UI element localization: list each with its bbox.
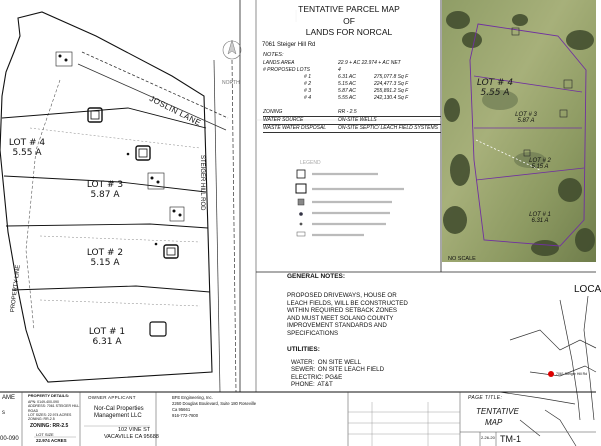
vicinity-map [500, 296, 596, 446]
zoning-value: RR - 2.5 [338, 109, 357, 115]
title-line-1: TENTATIVE PARCEL MAP [298, 4, 400, 14]
owner-name-1: Nor-Cal Properties [94, 406, 144, 412]
footer-left-fragment-bot: 00-090 [0, 436, 19, 442]
lot-size-label: LOT SIZE [36, 432, 54, 437]
owner-label: OWNER APPLICANT [88, 395, 136, 400]
utility-row: WATER: ON SITE WELL [291, 358, 362, 366]
utilities-heading: UTILITIES: [287, 345, 320, 353]
notes-label: NOTES: [263, 52, 284, 58]
aerial-lot-3: LOT # 3 5.87 A [515, 112, 537, 124]
lot-4-label [2, 138, 52, 158]
zoning-label: ZONING [263, 109, 283, 115]
property-details-label: PROPERTY DETAILS: [28, 393, 70, 398]
no-scale-label: NO SCALE [448, 256, 476, 262]
water-source-label: WATER SOURCE [263, 117, 304, 123]
page-title-label: PAGE TITLE: [468, 395, 503, 401]
lot-4-name: LOT # 4 [8, 138, 46, 148]
lot-1-label [82, 327, 132, 347]
waste-label: WASTE WATER DISPOSAL [263, 125, 327, 131]
footer-left-fragment-top: AME [2, 395, 16, 401]
utility-row: PHONE: AT&T [291, 381, 333, 389]
lot-size-value: 22.974 ACRES [36, 438, 67, 443]
utility-row: SEWER: ON SITE LEACH FIELD [291, 366, 385, 374]
owner-address-2: VACAVILLE CA 95688 [104, 434, 159, 440]
lot-2-label [80, 248, 130, 268]
lot-3-area: 5.87 A [90, 190, 120, 200]
legend-label: LEGEND [300, 160, 321, 166]
road-label-steiger: STEIGER HILL ROD [199, 155, 205, 211]
lot-3-label [80, 180, 130, 200]
map-north-label: NORTH [222, 80, 240, 86]
lot-row: # 2 5.15 AC 224,477.3 Sq F [304, 81, 409, 87]
footer-left-fragment-mid: s [2, 410, 5, 416]
address-text: 7061 Steiger Hill Rd [262, 42, 316, 48]
page-title-line-1: TENTATIVE [476, 407, 519, 416]
engineer-info: BFE Engineering, Inc. 2260 Douglas Boulevard, Suite 180 Roseville Ca 95661 916-772-7800 [172, 395, 257, 418]
lot-2-name: LOT # 2 [86, 248, 124, 258]
lot-1-name: LOT # 1 [88, 327, 126, 337]
lot-row: # 4 5.55 AC 242,130.4 Sq F [304, 95, 409, 101]
lot-row: # 1 6.31 AC 275,077.8 Sq F [304, 74, 409, 80]
vicinity-title: LOCA [574, 284, 601, 295]
property-details: PROPERTY DETAILS: APN: 0149-400-090 ADDRESS: 7061 STEIGER HILL ROAD LOT SIZES: 22.974 ACRES ZONING: RR-2.5 [28, 393, 80, 422]
lot-3-name: LOT # 3 [86, 180, 124, 190]
property-line-label: PROPERTY LINE [10, 264, 22, 313]
notes-table [263, 60, 441, 133]
lands-area-label: LANDS AREA [263, 60, 295, 66]
utility-row: ELECTRIC: PG&E [291, 373, 343, 381]
road-label-joslin: JOSLIN LANE [147, 94, 203, 128]
location-marker-icon [548, 371, 554, 377]
lands-area-value: 22.9 + AC 22.974 + AC NET [338, 60, 401, 66]
zoning-line: ZONING: RR-2.5 [30, 423, 69, 429]
waste-value: ON-SITE SEPTIC/ LEACH FIELD SYSTEMS [338, 125, 439, 131]
vicinity-marker-label: 7061 Steiger Hill Rd [556, 372, 588, 376]
aerial-lot-2: LOT # 2 5.15 A [529, 158, 551, 170]
date-value: 2-26-20 [481, 435, 495, 440]
title-line-3: LANDS FOR NORCAL [305, 27, 393, 37]
lot-4-area: 5.55 A [12, 148, 42, 158]
general-notes-heading: GENERAL NOTES: [287, 273, 346, 280]
lot-2-area: 5.15 A [90, 258, 120, 268]
sheet-number: TM-1 [500, 434, 521, 444]
lot-row: # 3 5.87 AC 255,891.2 Sq F [304, 88, 409, 94]
lot-1-area: 6.31 A [92, 337, 122, 347]
aerial-lot-4: LOT # 4 5.55 A [476, 78, 514, 98]
owner-address-1: 102 VINE ST [118, 427, 151, 433]
owner-name-2: Management LLC [94, 413, 142, 419]
page-title-line-2: MAP [485, 418, 503, 427]
aerial-lot-1: LOT # 1 6.31 A [529, 212, 551, 224]
title-line-2: OF [343, 16, 355, 26]
general-notes: GENERAL NOTES: PROPOSED DRIVEWAYS, HOUSE OR LEACH FIELDS, WILL BE CONSTRUCTED WITHIN REQUIRED SETBACK ZONES AND MUST MEET SOLANO COUNTY IMPROVEMENT STANDARDS AND SPECIFICATIONS UTILITIES: WATER: ON SITE WELL SEWER: ON SITE LEACH FIELD ELECTRIC: PG&E PHONE: AT&T [287, 273, 447, 389]
proposed-lots-value: 4 [338, 67, 341, 73]
proposed-lots-label: # PROPOSED LOTS [263, 67, 310, 73]
title-block [258, 4, 440, 37]
north-arrow-icon [223, 40, 241, 59]
water-source-value: ON-SITE WELLS [338, 117, 377, 123]
